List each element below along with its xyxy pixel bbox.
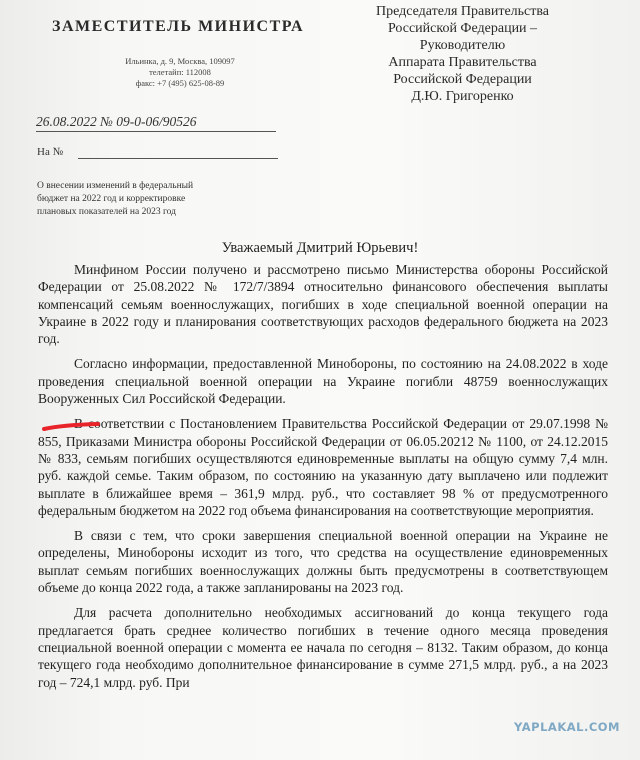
ministry-telegraph: телетайп: 112008: [149, 67, 211, 77]
ministry-address: Ильинка, д. 9, Москва, 109097: [125, 56, 235, 66]
ministry-title: ЗАМЕСТИТЕЛЬ МИНИСТРА: [52, 18, 305, 35]
subject-line: О внесении изменений в федеральный: [37, 181, 194, 191]
recipient-line: Д.Ю. Григоренко: [411, 89, 514, 104]
body-paragraph: Для расчета дополнительно необходимых ассигнований до конца текущего года предлагается брать среднее количество погибших в течение одного месяца проведения специальной военной операции с момента ее начала по сегодня – 8132. Таким образом, до конца текущего года необходимо дополнительное финансирование в сумме 271,5 млрд. руб., а на 2023 год – 724,1 млрд. руб. При: [38, 605, 608, 690]
body-paragraph: В связи с тем, что сроки завершения специальной военной операции на Украине не определены, Минобороны исходит из того, что средства на осуществление единовременных выплат семьям погибших военнослужащих должны быть предусмотрены в соответствующем объеме до конца 2022 года, а также запланированы на 2023 год.: [38, 528, 608, 596]
recipient-line: Российской Федерации –: [387, 21, 538, 36]
recipient-block: [340, 3, 585, 105]
registration-underline: [36, 131, 276, 132]
recipient-line: Руководителю: [419, 38, 506, 53]
salutation: Уважаемый Дмитрий Юрьевич!: [221, 240, 419, 256]
recipient-line: Аппарата Правительства: [388, 55, 537, 70]
body-paragraph: В соответствии с Постановлением Правительства Российской Федерации от 29.07.1998 № 855, Приказами Министра обороны Российской Федерации от 06.05.20212 № 1100, от 24.12.2015 № 833, семьям погибших осуществляются единовременные выплаты на общую сумму 7,4 млн. руб. каждой семье. Таким образом, по состоянию на указанную дату выплачено или подлежит выплате в ближайшее время – 361,9 млрд. руб., что составляет 98 % от предусмотренного федеральным бюджетом на 2022 год объема финансирования на соответствующие мероприятия.: [38, 416, 608, 518]
reference-underline: [78, 158, 278, 159]
subject-line: плановых показателей на 2023 год: [37, 207, 176, 217]
recipient-line: Российской Федерации: [393, 72, 532, 87]
registration-date-number: 26.08.2022 № 09-0-06/90526: [36, 114, 197, 129]
red-underline-mark: [42, 422, 100, 431]
body-paragraph: Согласно информации, предоставленной Минобороны, по состоянию на 24.08.2022 в ходе проведения специальной военной операции на Украине погибли 48759 военнослужащих Вооруженных Сил Российской Федерации.: [38, 356, 608, 407]
subject-block: [37, 180, 267, 219]
recipient-line: Председателя Правительства: [375, 4, 549, 19]
body-paragraph: Минфином России получено и рассмотрено письмо Министерства обороны Российской Федерации от 25.08.2022 № 172/7/3894 относительно финансового обеспечения выплаты компенсаций семьям военнослужащих, погибших в ходе специальной военной операции на Украине в 2022 году и планирования соответствующих расходов федерального бюджета на 2023 год.: [38, 262, 608, 347]
registration-line: [36, 116, 286, 134]
ministry-fax: факс: +7 (495) 625-08-89: [135, 78, 225, 88]
subject-line: бюджет на 2022 год и корректировке: [37, 194, 186, 204]
reference-label: На №: [37, 146, 64, 158]
letter-body: [38, 261, 608, 699]
watermark-logo: YAPLAKAL.COM: [514, 720, 620, 734]
